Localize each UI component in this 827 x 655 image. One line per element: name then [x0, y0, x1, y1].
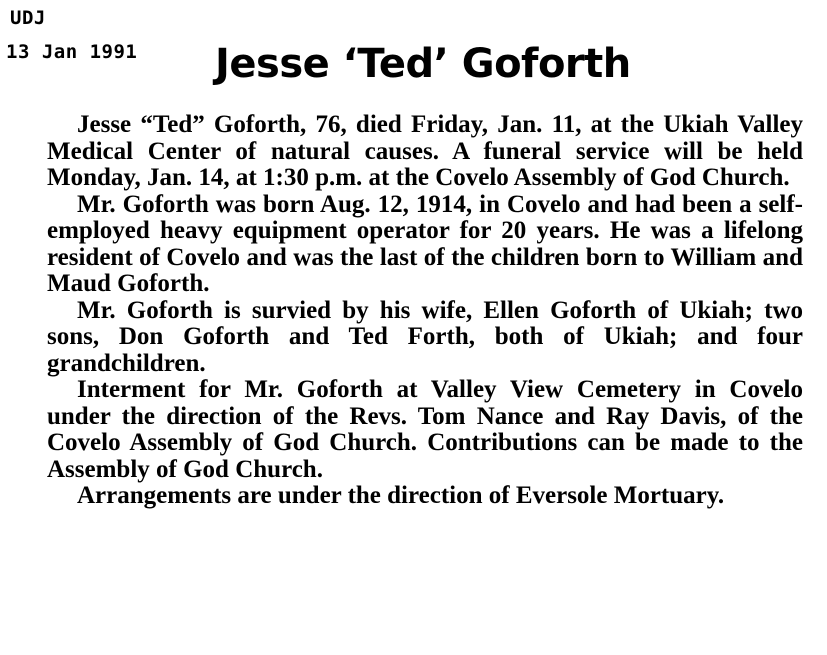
- paragraph-survivors: Mr. Goforth is survied by his wife, Ellen Goforth of Ukiah; two sons, Don Goforth and Ted Forth, both of Ukiah; and four grandchildren.: [47, 296, 803, 377]
- paragraph-arrangements: Arrangements are under the direction of Eversole Mortuary.: [77, 482, 725, 509]
- paragraph-biography: Mr. Goforth was born Aug. 12, 1914, in Covelo and had been a self-employed heavy equipment operator for 20 years. He was a lifelong resident of Covelo and was the last of the children born to William and Maud Goforth.: [47, 190, 803, 297]
- clipping-date-label: 13 Jan 1991: [6, 41, 138, 63]
- obituary-body: [47, 112, 803, 510]
- paragraph-death-notice: Jesse “Ted” Goforth, 76, died Friday, Jan. 11, at the Ukiah Valley Medical Center of natural causes. A funeral service will be held Monday, Jan. 14, at 1:30 p.m. at the Covelo Assembly of God Church.: [47, 111, 803, 191]
- obituary-headline: Jesse ‘Ted’ Goforth: [215, 41, 631, 87]
- clipping-source-label: UDJ: [10, 7, 46, 29]
- paragraph-interment: Interment for Mr. Goforth at Valley View Cemetery in Covelo under the direction of the Revs. Tom Nance and Ray Davis, of the Covelo Assembly of God Church. Contributions can be made to the Assembly of God Church.: [47, 376, 803, 483]
